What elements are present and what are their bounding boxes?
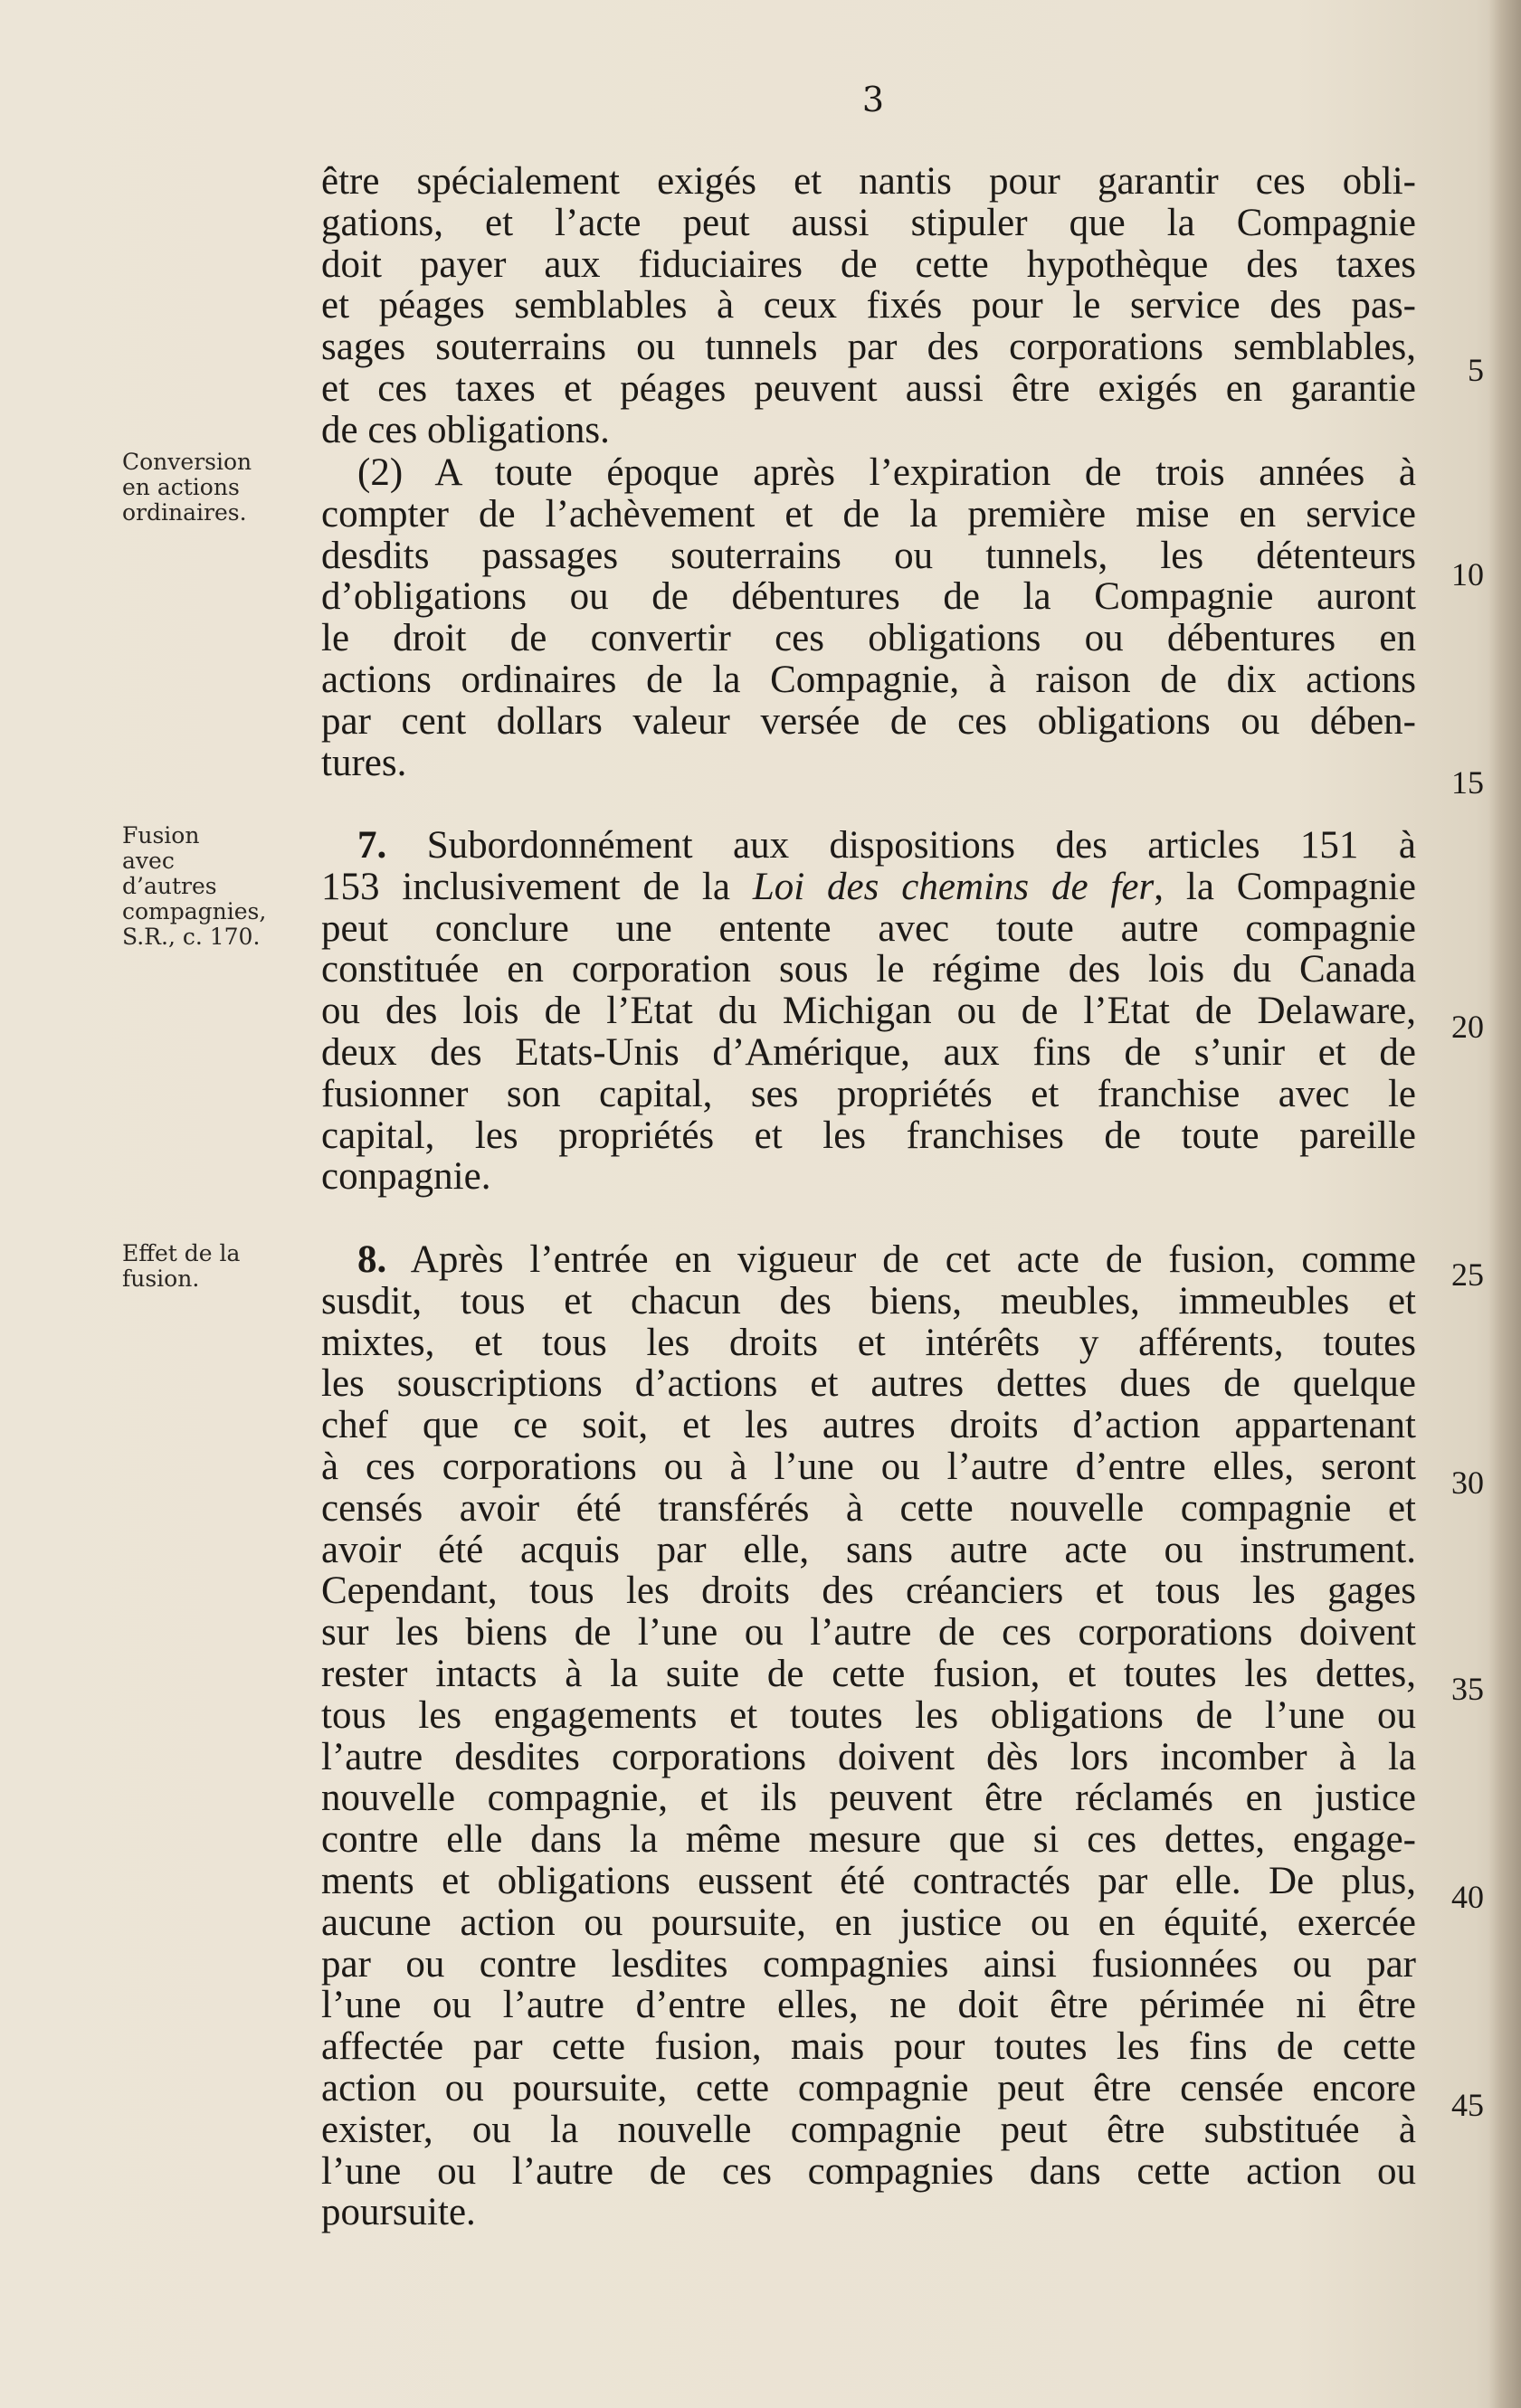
text-line <box>321 867 1416 908</box>
margin-note-line: Conversion <box>122 449 252 475</box>
margin-note-line: fusion. <box>122 1266 200 1292</box>
text-line: aucune action ou poursuite, en justice ou en équité, exercée <box>321 1901 1416 1944</box>
text-line: conpagnie. <box>321 1155 491 1199</box>
margin-note-effet <box>122 1241 294 1292</box>
page-number: 3 <box>861 80 885 119</box>
line-number: 45 <box>1451 2087 1484 2123</box>
text-line: (2) A toute époque après l’expiration de trois années à <box>357 451 1416 494</box>
text-line: tous les engagements et toutes les obligations de l’une ou <box>321 1693 1416 1737</box>
section-number: 8. <box>357 1238 387 1281</box>
text-line: ou des lois de l’Etat du Michigan ou de l’Etat de Delaware, <box>321 990 1416 1033</box>
text-line: Cependant, tous les droits des créanciers et tous les gages <box>321 1569 1416 1613</box>
text-line: à ces corporations ou à l’une ou l’autre d’entre elles, seront <box>321 1445 1416 1488</box>
margin-note-line: d’autres <box>122 873 217 899</box>
text-line: l’une ou l’autre de ces compagnies dans cette action ou <box>321 2149 1416 2193</box>
text-line: être spécialement exigés et nantis pour garantir ces obli- <box>321 160 1416 203</box>
line-number: 35 <box>1451 1671 1484 1707</box>
paragraph-subsection-2 <box>321 452 1416 783</box>
text-run: Après l’entrée en vigueur de cet acte de fusion, comme <box>386 1238 1416 1281</box>
line-number: 25 <box>1451 1256 1484 1293</box>
text-line: et ces taxes et péages peuvent aussi être exigés en garantie <box>321 366 1416 410</box>
text-line: par cent dollars valeur versée de ces obligations ou dében- <box>321 699 1416 743</box>
text-line: chef que ce soit, et les autres droits d’action appartenant <box>321 1404 1416 1447</box>
text-line: peut conclure une entente avec toute autre compagnie <box>321 906 1416 950</box>
section-number: 7. <box>357 824 387 867</box>
margin-note-line: avec <box>122 848 175 874</box>
text-line: action ou poursuite, cette compagnie peut être censée encore <box>321 2066 1416 2109</box>
margin-note-conversion <box>122 450 294 526</box>
text-line <box>321 1239 1416 1281</box>
margin-note-fusion <box>122 823 294 950</box>
margin-note-line: en actions <box>122 474 240 500</box>
text-line: rester intacts à la suite de cette fusion, et toutes les dettes, <box>321 1652 1416 1695</box>
text-line: compter de l’achèvement et de la première mise en service <box>321 492 1416 536</box>
text-line: d’obligations ou de débentures de la Compagnie auront <box>321 575 1416 619</box>
margin-note-line: ordinaires. <box>122 499 247 526</box>
text-line: contre elle dans la même mesure que si ces dettes, engage- <box>321 1818 1416 1862</box>
statute-title: Loi des chemins de fer <box>752 865 1155 908</box>
text-line: capital, les propriétés et les franchises de toute pareille <box>321 1114 1416 1157</box>
text-line: l’une ou l’autre d’entre elles, ne doit être périmée ni être <box>321 1984 1416 2027</box>
line-number: 30 <box>1451 1465 1484 1501</box>
margin-note-line: Effet de la <box>122 1240 241 1266</box>
line-number: 20 <box>1451 1009 1484 1045</box>
text-line: censés avoir été transférés à cette nouvelle compagnie et <box>321 1486 1416 1530</box>
text-line: mixtes, et tous les droits et intérêts y afférents, toutes <box>321 1321 1416 1364</box>
text-line: actions ordinaires de la Compagnie, à raison de dix actions <box>321 658 1416 701</box>
text-line: de ces obligations. <box>321 408 610 451</box>
text-line: nouvelle compagnie, et ils peuvent être réclamés en justice <box>321 1777 1416 1820</box>
section-8 <box>321 1239 1416 2233</box>
text-line: par ou contre lesdites compagnies ainsi fusionnées ou par <box>321 1942 1416 1986</box>
margin-note-line: S.R., c. 170. <box>122 924 261 950</box>
text-line: sur les biens de l’une ou l’autre de ces corporations doivent <box>321 1611 1416 1654</box>
text-line: avoir été acquis par elle, sans autre acte ou instrument. <box>321 1528 1416 1571</box>
margin-note-line: compagnies, <box>122 898 267 924</box>
text-line: constituée en corporation sous le régime des lois du Canada <box>321 948 1416 991</box>
text-run: , la Compagnie <box>1154 865 1417 908</box>
text-line: desdits passages souterrains ou tunnels, les détenteurs <box>321 534 1416 577</box>
text-run: 153 inclusivement de la <box>321 865 753 908</box>
text-line: deux des Etats-Unis d’Amérique, aux fins de s’unir et de <box>321 1030 1416 1074</box>
text-line: le droit de convertir ces obligations ou débentures en <box>321 617 1416 660</box>
page-edge-shadow <box>1488 0 1521 2408</box>
text-line: affectée par cette fusion, mais pour toutes les fins de cette <box>321 2025 1416 2069</box>
text-line: poursuite. <box>321 2191 476 2234</box>
line-number: 5 <box>1468 352 1484 388</box>
section-7 <box>321 825 1416 1198</box>
text-line: tures. <box>321 741 407 784</box>
text-line: l’autre desdites corporations doivent dès lors incomber à la <box>321 1735 1416 1778</box>
paragraph-continuation <box>321 161 1416 451</box>
text-run: Subordonnément aux dispositions des articles 151 à <box>386 824 1416 867</box>
text-line <box>321 825 1416 867</box>
text-line: gations, et l’acte peut aussi stipuler que la Compagnie <box>321 201 1416 244</box>
line-number: 40 <box>1451 1879 1484 1915</box>
text-line: doit payer aux fiduciaires de cette hypothèque des taxes <box>321 242 1416 286</box>
text-line: fusionner son capital, ses propriétés et franchise avec le <box>321 1072 1416 1115</box>
text-line: les souscriptions d’actions et autres dettes dues de quelque <box>321 1362 1416 1406</box>
text-line: exister, ou la nouvelle compagnie peut être substituée à <box>321 2108 1416 2151</box>
text-line: ments et obligations eussent été contractés par elle. De plus, <box>321 1859 1416 1902</box>
text-line: et péages semblables à ceux fixés pour le service des pas- <box>321 284 1416 327</box>
text-line: susdit, tous et chacun des biens, meubles, immeubles et <box>321 1279 1416 1323</box>
margin-note-line: Fusion <box>122 822 200 848</box>
line-number: 10 <box>1451 556 1484 593</box>
text-line: sages souterrains ou tunnels par des corporations semblables, <box>321 326 1416 369</box>
line-number: 15 <box>1451 764 1484 801</box>
